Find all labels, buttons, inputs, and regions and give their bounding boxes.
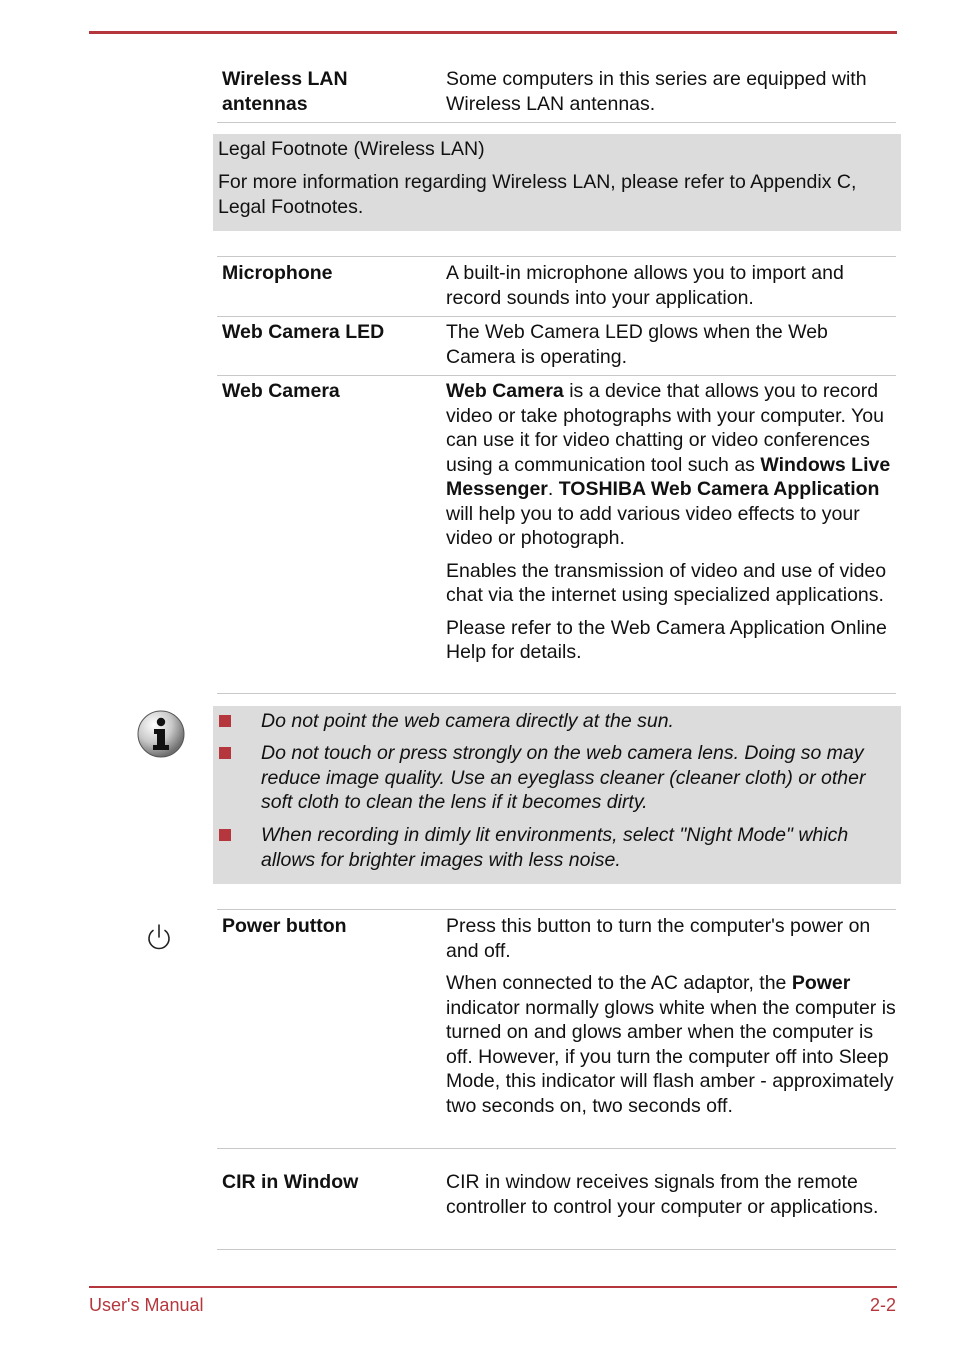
footer-title: User's Manual: [89, 1295, 204, 1315]
row-divider: [217, 909, 896, 910]
page-number: 2-2: [869, 1295, 896, 1315]
row-divider: [217, 693, 896, 694]
row-divider: [217, 256, 896, 257]
term-microphone: Microphone: [222, 262, 333, 284]
square-bullet-icon: [219, 747, 231, 759]
header-rule: [89, 31, 897, 34]
term-wireless-lan: Wireless LAN antennas: [222, 68, 348, 115]
desc-paragraph: Press this button to turn the computer's power on and off.: [446, 915, 871, 962]
desc-paragraph: A built-in microphone allows you to import and record sounds into your application.: [446, 262, 844, 309]
row-divider: [217, 1249, 896, 1250]
desc-paragraph: Please refer to the Web Camera Application Online Help for details.: [446, 616, 887, 663]
desc-power-button: [446, 914, 896, 1126]
note-text: Do not point the web camera directly at the sun.: [261, 710, 674, 732]
desc-web-camera: [446, 379, 896, 673]
square-bullet-icon: [219, 829, 231, 841]
square-bullet-icon: [219, 715, 231, 727]
row-divider: [217, 1148, 896, 1149]
legal-footnote-box: [213, 134, 901, 231]
desc-paragraph: The Web Camera LED glows when the Web Camera is operating.: [446, 321, 828, 368]
desc-paragraph: When connected to the AC adaptor, the Power indicator normally glows white when the computer is turned on and glows amber when the computer is off. However, if you turn the computer off into Sleep Mode, this indicator will flash amber - approximately two seconds on, two seconds off.: [446, 972, 896, 1117]
note-text: Do not touch or press strongly on the web camera lens. Doing so may reduce image quality. Use an eyeglass cleaner (cleaner cloth) or other soft cloth to clean the lens if it becomes dirty.: [261, 742, 866, 813]
desc-wireless-lan: [446, 67, 896, 124]
power-icon: [144, 922, 174, 952]
desc-microphone: [446, 261, 896, 318]
term-web-camera-led: Web Camera LED: [222, 321, 385, 343]
row-divider: [217, 122, 896, 123]
note-text: When recording in dimly lit environments, select "Night Mode" which allows for brighter images with less noise.: [261, 824, 849, 871]
desc-web-camera-led: [446, 320, 896, 377]
legal-footnote-text: For more information regarding Wireless LAN, please refer to Appendix C, Legal Footnotes.: [218, 171, 857, 218]
term-cir-in-window: CIR in Window: [222, 1171, 359, 1193]
note-box: [213, 706, 901, 884]
term-web-camera: Web Camera: [222, 380, 340, 402]
term-power-button: Power button: [222, 915, 347, 937]
row-divider: [217, 316, 896, 317]
desc-paragraph: Some computers in this series are equipped with Wireless LAN antennas.: [446, 68, 867, 115]
info-icon: [136, 709, 186, 759]
legal-footnote-title: Legal Footnote (Wireless LAN): [218, 138, 485, 160]
footer-rule: [89, 1286, 897, 1288]
desc-paragraph: Web Camera is a device that allows you to record video or take photographs with your computer. You can use it for video chatting or video conferences using a communication tool such as Windows Live Messenger. TOSHIBA Web Camera Application will help you to add various video effects to your video or photograph.: [446, 380, 891, 549]
desc-paragraph: CIR in window receives signals from the remote controller to control your computer or applications.: [446, 1171, 879, 1218]
row-divider: [217, 375, 896, 376]
desc-paragraph: Enables the transmission of video and use of video chat via the internet using specialized applications.: [446, 559, 887, 606]
desc-cir-in-window: [446, 1170, 896, 1227]
